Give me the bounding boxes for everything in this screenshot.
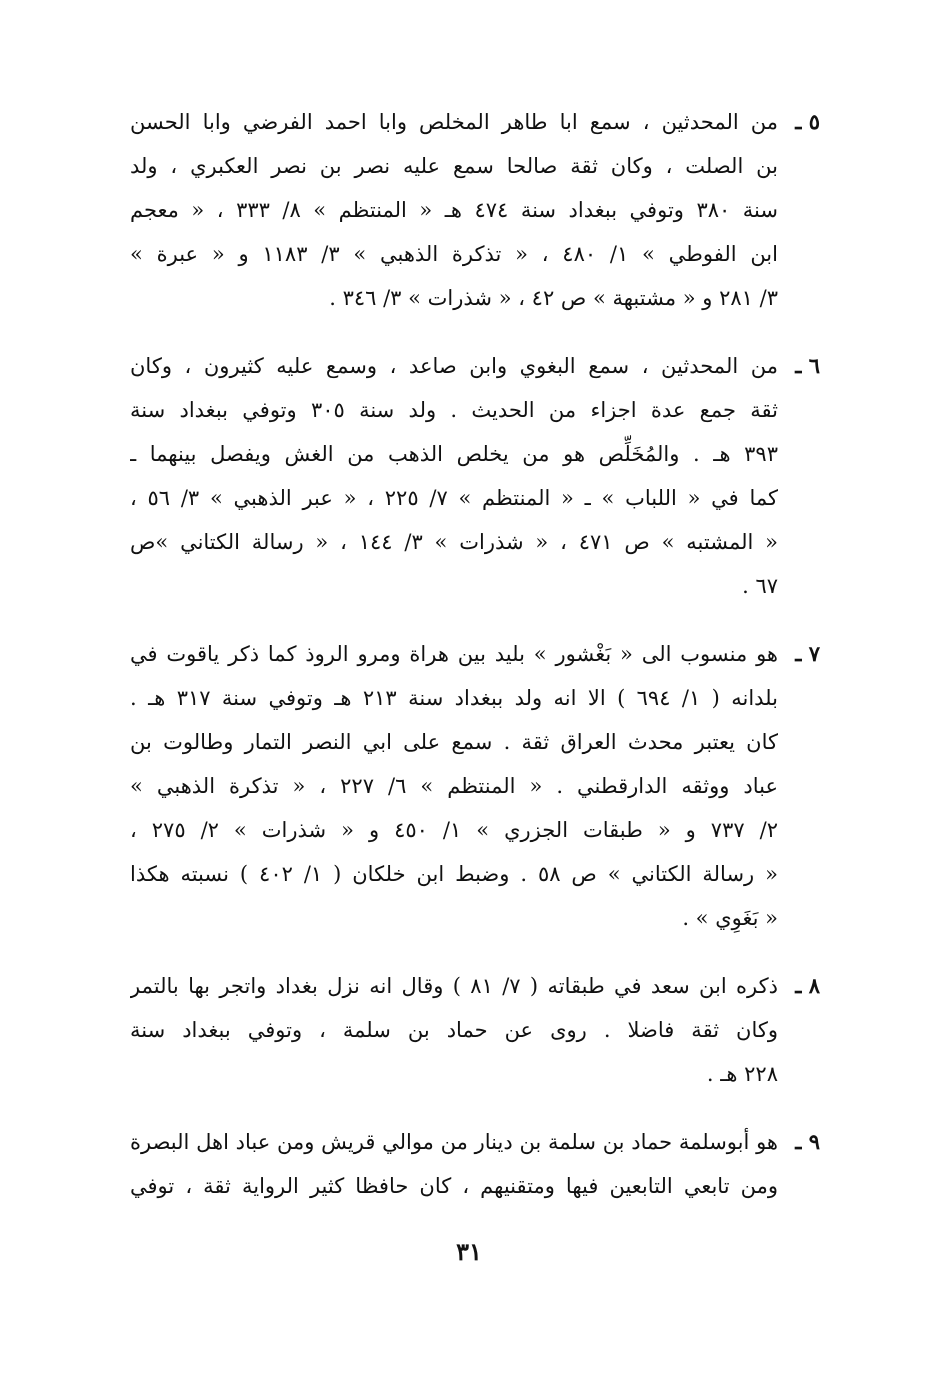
text-line: بلدانه ( ١/ ٦٩٤ ) الا انه ولد ببغداد سنة ٢١٣ هـ وتوفي سنة ٣١٧ هـ .	[130, 686, 778, 710]
text-line: ومن تابعي التابعين فيها ومتقنيهم ، كان حافظا كثير الرواية ثقة ، توفي	[130, 1174, 778, 1198]
text-line: ٣٩٣ هـ . والمُخَلِّص هو من يخلص الذهب من الغش ويفصل بينهما ـ	[130, 442, 778, 466]
text-line: ٣/ ٢٨١ و « مشتبهة » ص ٤٢ ، « شذرات » ٣/ ٣٤٦ .	[329, 286, 778, 310]
page-number: ٣١	[456, 1237, 482, 1266]
text-line: وكان ثقة فاضلا . روى عن حماد بن سلمة ، وتوفي ببغداد سنة	[130, 1018, 778, 1042]
text-line: كان يعتبر محدث العراق ثقة . سمع على ابي النصر التمار وطالوت بن	[130, 730, 778, 754]
text-line: من المحدثين ، سمع البغوي وابن صاعد ، وسمع عليه كثيرون ، وكان	[130, 354, 778, 378]
text-line: ٢٢٨ هـ .	[706, 1062, 778, 1086]
footnote-7	[130, 632, 820, 940]
text-line: من المحدثين ، سمع ابا طاهر المخلص وابا احمد الفرضي وابا الحسن	[130, 110, 778, 134]
text-line: كما في « اللباب » ـ « المنتظم » ٧/ ٢٢٥ ، « عبر الذهبي » ٣/ ٥٦ ،	[130, 486, 778, 510]
text-line: ابن الفوطي » ١/ ٤٨٠ ، « تذكرة الذهبي » ٣/ ١١٨٣ و « عبرة »	[130, 242, 778, 266]
text-line: ٢/ ٧٣٧ و « طبقات الجزري » ١/ ٤٥٠ و « شذرات » ٢/ ٢٧٥ ،	[130, 818, 778, 842]
footnote-5	[130, 100, 820, 320]
footnote-number: ٦ ـ	[795, 353, 820, 378]
footnote-number: ٧ ـ	[795, 641, 820, 666]
footnote-number: ٨ ـ	[795, 973, 820, 998]
text-line: ذكره ابن سعد في طبقاته ( ٧/ ٨١ ) وقال انه نزل بغداد واتجر بها بالتمر	[130, 974, 778, 998]
footnote-number: ٥ ـ	[795, 109, 820, 134]
text-line: « بَغَوِي » .	[682, 906, 778, 930]
text-line: هو أبوسلمة حماد بن سلمة بن دينار من موالي قريش ومن عباد اهل البصرة	[130, 1130, 778, 1154]
footnote-8	[130, 964, 820, 1096]
text-line: سنة ٣٨٠ وتوفي ببغداد سنة ٤٧٤ هـ « المنتظم » ٨/ ٣٣٣ ، « معجم	[130, 198, 778, 222]
footnote-9	[130, 1120, 820, 1208]
text-line: « المشتبه » ص ٤٧١ ، « شذرات » ٣/ ١٤٤ ، « رسالة الكتاني »ص	[130, 530, 778, 554]
text-line: بن الصلت ، وكان ثقة صالحا سمع عليه نصر بن نصر العكبري ، ولد	[130, 154, 778, 178]
text-line: ٦٧ .	[742, 574, 778, 598]
text-line: هو منسوب الى « بَغْشور » بليد بين هراة ومرو الروذ كما ذكر ياقوت في	[130, 642, 778, 666]
text-line: « رسالة الكتاني » ص ٥٨ . وضبط ابن خلكان ( ١/ ٤٠٢ ) نسبته هكذا	[130, 862, 778, 886]
footnote-number: ٩ ـ	[795, 1129, 820, 1154]
text-line: ثقة جمع عدة اجزاء من الحديث . ولد سنة ٣٠٥ وتوفي ببغداد سنة	[130, 398, 778, 422]
footnotes-section	[130, 100, 820, 1232]
footnote-6	[130, 344, 820, 608]
text-line: عباد ووثقه الدارقطني . « المنتظم » ٦/ ٢٢٧ ، « تذكرة الذهبي »	[130, 774, 778, 798]
